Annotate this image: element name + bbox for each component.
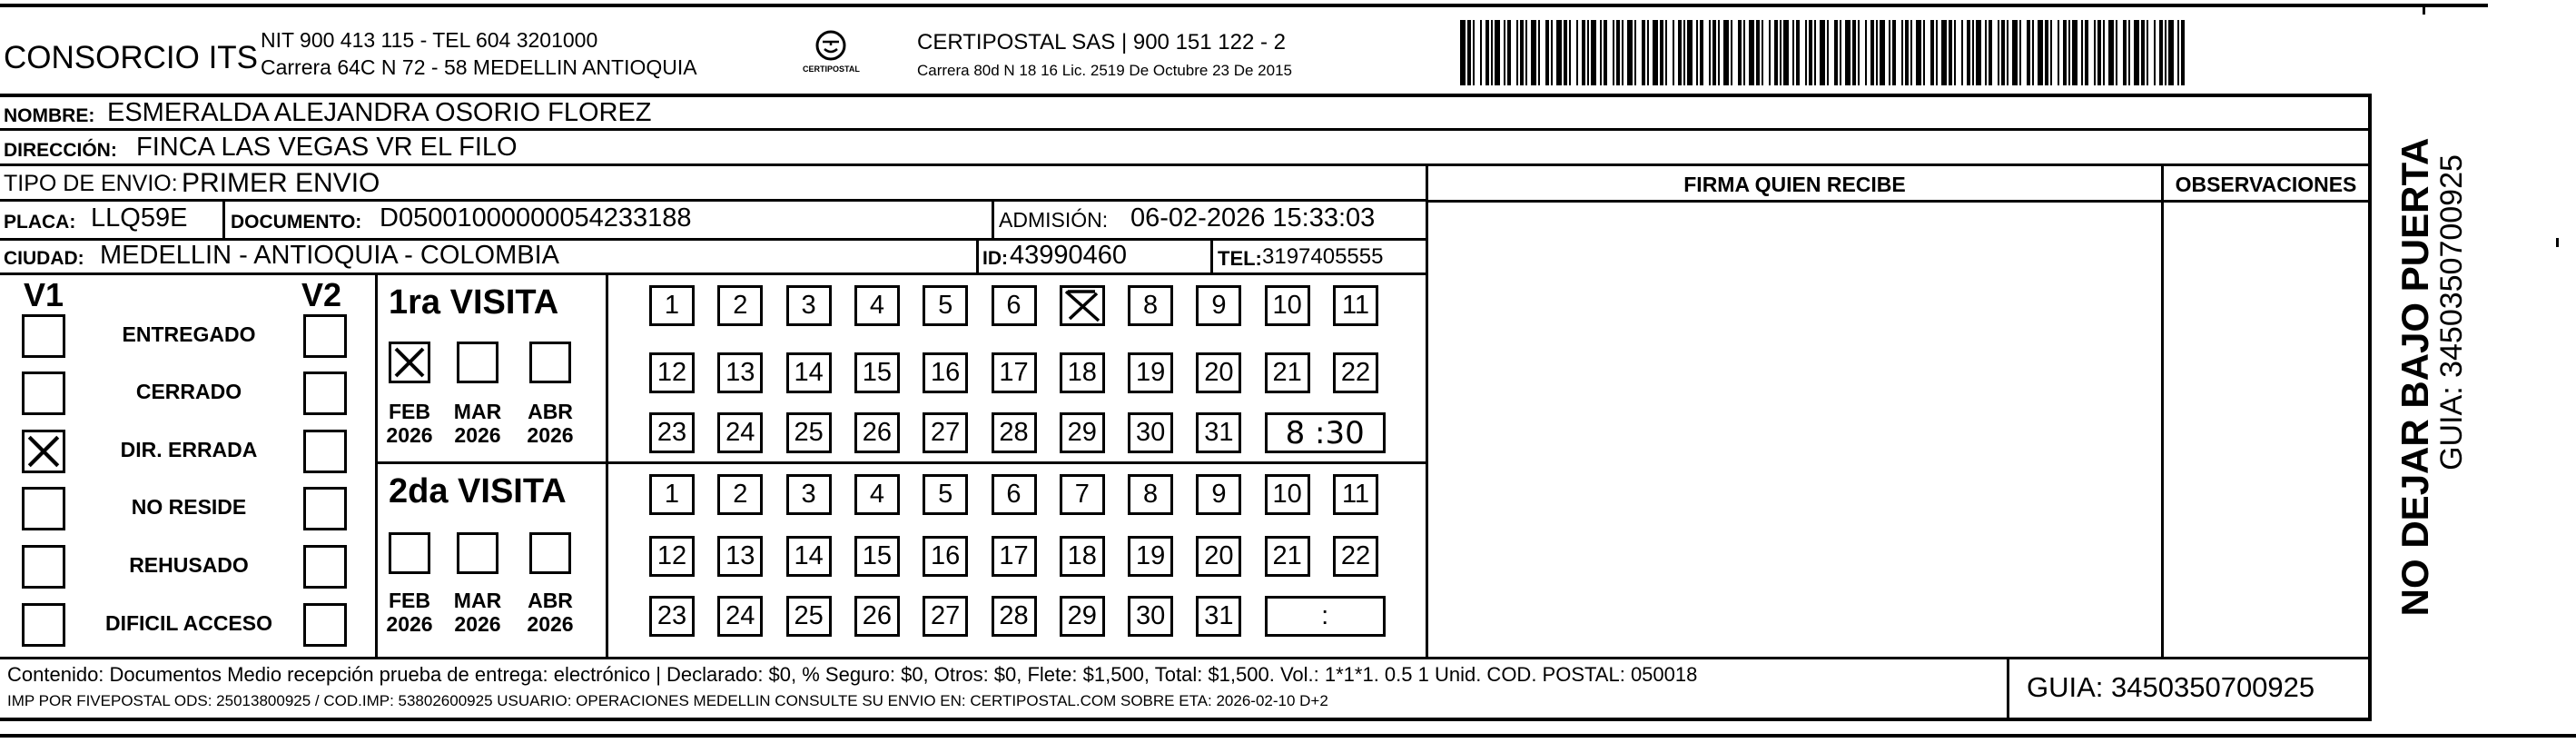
day-cell[interactable]: 2	[717, 285, 763, 326]
barcode-bar	[1780, 20, 1781, 85]
day-cell[interactable]: 9	[1196, 285, 1241, 326]
status-v2-checkbox[interactable]	[303, 545, 347, 589]
barcode-bar	[1531, 20, 1536, 85]
barcode-bar	[1683, 20, 1685, 85]
month-label: MAR 2026	[453, 400, 502, 448]
barcode-bar	[2141, 20, 2145, 85]
company-address: Carrera 64C N 72 - 58 MEDELLIN ANTIOQUIA	[261, 55, 697, 79]
barcode-bar	[1591, 20, 1596, 85]
x-mark-icon	[1062, 288, 1102, 324]
barcode-bar	[2159, 20, 2163, 85]
day-cell[interactable]: 9	[1196, 474, 1241, 515]
row-line	[0, 657, 2372, 659]
col-divider	[976, 238, 979, 274]
col-divider	[222, 199, 225, 239]
first-visit-title: 1ra VISITA	[389, 283, 559, 322]
barcode-bar	[1653, 20, 1658, 85]
x-mark-icon	[25, 432, 63, 471]
status-v1-checkbox[interactable]	[22, 372, 65, 415]
day-cell[interactable]: 7	[1060, 474, 1105, 515]
barcode-bar	[2007, 20, 2008, 85]
day-cell[interactable]: 21	[1265, 352, 1310, 393]
barcode-bar	[1473, 20, 1475, 85]
barcode-bar	[1989, 20, 1992, 85]
col-divider	[606, 272, 608, 658]
barcode-bar	[1834, 20, 1838, 85]
day-cell[interactable]: 30	[1128, 412, 1173, 453]
status-label: REHUSADO	[129, 553, 249, 577]
logo-text: CERTIPOSTAL	[803, 64, 860, 74]
barcode-bar	[2154, 20, 2156, 85]
day-cell[interactable]: 26	[854, 596, 900, 637]
right-columns-header-line	[1426, 200, 2372, 203]
day-cell[interactable]: 1	[649, 285, 695, 326]
status-v2-checkbox[interactable]	[303, 372, 347, 415]
barcode-bar	[1485, 20, 1489, 85]
tipo-label: TIPO DE ENVIO:	[4, 171, 178, 196]
day-cell[interactable]: 28	[992, 596, 1037, 637]
second-visit-title: 2da VISITA	[389, 472, 567, 510]
barcode-bar	[1976, 20, 1981, 85]
barcode-bar	[1998, 20, 1999, 85]
barcode-bar	[2001, 20, 2005, 85]
status-v2-checkbox[interactable]	[303, 603, 347, 647]
barcode-bar	[2128, 20, 2130, 85]
barcode-bar	[2068, 20, 2070, 85]
barcode-bar	[2063, 20, 2067, 85]
barcode-bar	[1627, 20, 1633, 85]
barcode-bar	[1910, 20, 1912, 85]
x-mark-icon	[391, 344, 428, 381]
barcode-bar	[2072, 20, 2078, 85]
barcode-bar	[2085, 20, 2088, 85]
footer-print-info: IMP POR FIVEPOSTAL ODS: 25013800925 / COD.IMP: 53802600925 USUARIO: OPERACIONES MEDELLIN CONSULTE SU ENVIO EN: CERTIPOSTAL.COM SOBRE ETA: 2026-02-10 D+2	[7, 692, 1328, 709]
barcode-bar	[1507, 20, 1511, 85]
direccion-value: FINCA LAS VEGAS VR EL FILO	[136, 133, 518, 162]
barcode-bar	[1949, 20, 1952, 85]
barcode-bar	[1967, 20, 1970, 85]
barcode-bar	[1769, 20, 1771, 85]
barcode-bar	[1665, 20, 1667, 85]
day-cell[interactable]: 10	[1265, 474, 1310, 515]
barcode-bar	[1622, 20, 1624, 85]
status-v2-checkbox[interactable]	[303, 314, 347, 358]
day-cell[interactable]: 4	[854, 285, 900, 326]
day-cell[interactable]: 17	[992, 352, 1037, 393]
barcode-bar	[1467, 20, 1471, 85]
day-cell[interactable]: 29	[1060, 412, 1105, 453]
month-label: MAR 2026	[453, 589, 502, 637]
day-cell[interactable]: 10	[1265, 285, 1310, 326]
barcode-bar	[1805, 20, 1807, 85]
sheet-right-edge	[2423, 4, 2425, 15]
barcode-bar	[1660, 20, 1663, 85]
month-checkbox[interactable]	[389, 342, 430, 383]
barcode-bar	[1634, 20, 1636, 85]
row-line	[0, 128, 2372, 131]
barcode-bar	[1901, 20, 1903, 85]
barcode-bar	[1504, 20, 1505, 85]
barcode-bar	[1845, 20, 1851, 85]
barcode-bar	[1678, 20, 1682, 85]
barcode-bar	[1712, 20, 1716, 85]
day-cell[interactable]: 18	[1060, 352, 1105, 393]
day-cell[interactable]: 15	[854, 352, 900, 393]
barcode-bar	[1545, 20, 1549, 85]
day-cell[interactable]: 18	[1060, 536, 1105, 577]
barcode-bar	[1972, 20, 1974, 85]
observaciones-header: OBSERVACIONES	[2175, 173, 2357, 196]
barcode-bar	[1796, 20, 1800, 85]
barcode-bar	[1491, 20, 1493, 85]
tel-label: TEL:	[1218, 247, 1262, 270]
time-box[interactable]: 8 :30	[1265, 412, 1386, 453]
month-checkbox[interactable]	[529, 532, 571, 574]
day-cell[interactable]: 16	[923, 536, 968, 577]
barcode-bar	[1930, 20, 1934, 85]
barcode-bar	[1762, 20, 1763, 85]
day-cell[interactable]: 31	[1196, 412, 1241, 453]
day-cell[interactable]: 27	[923, 596, 968, 637]
day-cell[interactable]: 2	[717, 474, 763, 515]
day-cell[interactable]: 12	[649, 352, 695, 393]
day-cell[interactable]: 6	[992, 474, 1037, 515]
barcode-bar	[1520, 20, 1524, 85]
month-checkbox[interactable]	[457, 342, 498, 383]
barcode-bar	[1613, 20, 1614, 85]
day-cell[interactable]: 11	[1333, 474, 1378, 515]
day-cell[interactable]: 4	[854, 474, 900, 515]
v2-label: V2	[301, 276, 342, 313]
placa-label: PLACA:	[4, 212, 76, 233]
day-cell[interactable]: 13	[717, 536, 763, 577]
col-divider	[992, 199, 994, 239]
day-cell[interactable]: 15	[854, 536, 900, 577]
barcode-bar	[1820, 20, 1825, 85]
barcode-bar	[1814, 20, 1816, 85]
id-value: 43990460	[1010, 241, 1128, 270]
day-cell[interactable]: 23	[649, 596, 695, 637]
barcode-bar	[2027, 20, 2030, 85]
barcode-bar	[1525, 20, 1527, 85]
day-cell[interactable]: 14	[786, 536, 832, 577]
barcode-bar	[1923, 20, 1925, 85]
barcode-bar	[2038, 20, 2043, 85]
barcode-bar	[2108, 20, 2114, 85]
status-v2-checkbox[interactable]	[303, 487, 347, 530]
barcode-bar	[1783, 20, 1789, 85]
barcode-bar	[1516, 20, 1518, 85]
carrier-address: Carrera 80d N 18 16 Lic. 2519 De Octubre 23 De 2015	[917, 62, 1292, 79]
barcode-bar	[1809, 20, 1812, 85]
barcode-bar	[1936, 20, 1938, 85]
barcode-bar	[2147, 20, 2148, 85]
barcode-bar	[2058, 20, 2059, 85]
day-cell[interactable]: 1	[649, 474, 695, 515]
barcode-bar	[2012, 20, 2018, 85]
barcode-bar	[2134, 20, 2139, 85]
visit-divider	[375, 461, 1428, 464]
barcode-bar	[1723, 20, 1729, 85]
day-cell[interactable]: 5	[923, 285, 968, 326]
row-line	[0, 272, 1428, 275]
barcode-bar	[1647, 20, 1649, 85]
col-divider	[375, 272, 378, 658]
barcode-bar	[1576, 20, 1578, 85]
barcode-bar	[1827, 20, 1829, 85]
day-cell[interactable]: 17	[992, 536, 1037, 577]
col-divider	[2007, 657, 2009, 720]
day-cell[interactable]: 26	[854, 412, 900, 453]
barcode-bar	[1792, 20, 1794, 85]
nombre-value: ESMERALDA ALEJANDRA OSORIO FLOREZ	[107, 98, 652, 127]
barcode-bar	[1696, 20, 1698, 85]
day-cell[interactable]: 11	[1333, 285, 1378, 326]
status-label: DIR. ERRADA	[120, 438, 258, 461]
month-checkbox[interactable]	[457, 532, 498, 574]
side-guia: GUIA: 3450350700925	[2434, 154, 2469, 471]
barcode-bar	[2019, 20, 2021, 85]
day-cell[interactable]: 5	[923, 474, 968, 515]
barcode-bar	[1738, 20, 1742, 85]
month-label: ABR 2026	[527, 589, 574, 637]
carrier-name: CERTIPOSTAL SAS | 900 151 122 - 2	[917, 30, 1286, 54]
barcode-bar	[1551, 20, 1553, 85]
day-cell[interactable]: 3	[786, 285, 832, 326]
barcode-bar	[1460, 20, 1466, 85]
day-cell[interactable]: 29	[1060, 596, 1105, 637]
day-cell[interactable]: 23	[649, 412, 695, 453]
month-label: FEB 2026	[386, 589, 433, 637]
barcode-bar	[1870, 20, 1874, 85]
month-checkbox[interactable]	[389, 532, 430, 574]
status-v1-checkbox[interactable]	[22, 545, 65, 589]
barcode-bar	[2116, 20, 2117, 85]
day-cell[interactable]: 20	[1196, 352, 1241, 393]
barcode-bar	[1985, 20, 1987, 85]
barcode-bar	[1709, 20, 1711, 85]
barcode-bar	[1700, 20, 1703, 85]
day-cell[interactable]: 25	[786, 412, 832, 453]
company-name: CONSORCIO ITS	[4, 40, 259, 75]
status-v2-checkbox[interactable]	[303, 430, 347, 473]
barcode-bar	[1954, 20, 1956, 85]
side-warning: NO DEJAR BAJO PUERTA	[2393, 137, 2436, 617]
barcode-bar	[1582, 20, 1585, 85]
status-label: ENTREGADO	[122, 322, 256, 346]
documento-label: DOCUMENTO:	[231, 212, 362, 233]
barcode-bar	[1569, 20, 1571, 85]
day-cell[interactable]: 8	[1128, 474, 1173, 515]
barcode-bar	[2094, 20, 2096, 85]
day-cell[interactable]: 3	[786, 474, 832, 515]
barcode-bar	[1587, 20, 1589, 85]
day-cell[interactable]: 13	[717, 352, 763, 393]
col-divider	[1210, 238, 1213, 274]
barcode-bar	[2168, 20, 2174, 85]
barcode-bar	[1756, 20, 1760, 85]
barcode-bar	[1480, 20, 1482, 85]
status-v1-checkbox[interactable]	[22, 603, 65, 647]
barcode-bar	[1604, 20, 1607, 85]
right-columns-top	[1426, 163, 2372, 166]
barcode-bar	[1495, 20, 1500, 85]
col-divider	[2161, 163, 2164, 659]
barcode-bar	[1961, 20, 1963, 85]
footer-guia: GUIA: 3450350700925	[2027, 671, 2315, 703]
month-label: ABR 2026	[527, 400, 574, 448]
v1-label: V1	[24, 276, 64, 313]
col-divider	[1426, 163, 1428, 659]
barcode-bar	[2181, 20, 2185, 85]
barcode-bar	[2177, 20, 2179, 85]
barcode-bar	[1865, 20, 1867, 85]
barcode-bar	[2097, 20, 2101, 85]
barcode-bar	[1852, 20, 1856, 85]
footer-content: Contenido: Documentos Medio recepción prueba de entrega: electrónico | Declarado: $0, % Seguro: $0, Otros: $0, Flete: $1,500, Total: $1,500. Vol.: 1*1*1. 0.5 1 Unid. COD. POSTAL: 050018	[7, 663, 1698, 686]
barcode-bar	[2081, 20, 2083, 85]
nombre-label: NOMBRE:	[4, 105, 95, 126]
form-right-border	[2368, 94, 2372, 720]
id-label: ID:	[982, 248, 1008, 269]
day-cell[interactable]: 31	[1196, 596, 1241, 637]
barcode-bar	[1642, 20, 1645, 85]
barcode-bar	[1731, 20, 1732, 85]
barcode-bar	[1718, 20, 1720, 85]
barcode-bar	[1941, 20, 1947, 85]
barcode-bar	[1743, 20, 1745, 85]
documento-value: D05001000000054233188	[380, 203, 692, 233]
day-cell[interactable]: 14	[786, 352, 832, 393]
day-cell[interactable]: 6	[992, 285, 1037, 326]
day-cell[interactable]: 19	[1128, 352, 1173, 393]
barcode-bar	[1774, 20, 1778, 85]
admision-value: 06-02-2026 15:33:03	[1130, 203, 1376, 233]
placa-value: LLQ59E	[91, 203, 188, 233]
month-checkbox[interactable]	[529, 342, 571, 383]
barcode-bar	[1916, 20, 1921, 85]
barcode-bar	[1858, 20, 1860, 85]
day-cell[interactable]: 20	[1196, 536, 1241, 577]
barcode-bar	[2050, 20, 2052, 85]
barcode	[1460, 20, 2190, 85]
status-v1-checkbox[interactable]	[22, 487, 65, 530]
firma-header: FIRMA QUIEN RECIBE	[1683, 173, 1906, 196]
status-v1-checkbox[interactable]	[22, 430, 65, 473]
ciudad-value: MEDELLIN - ANTIOQUIA - COLOMBIA	[100, 241, 559, 270]
month-label: FEB 2026	[386, 400, 433, 448]
status-v1-checkbox[interactable]	[22, 314, 65, 358]
form-bottom-border	[0, 718, 2372, 721]
barcode-bar	[1673, 20, 1674, 85]
barcode-bar	[1905, 20, 1909, 85]
time-box[interactable]: :	[1265, 596, 1386, 637]
day-cell[interactable]: 19	[1128, 536, 1173, 577]
status-label: NO RESIDE	[131, 495, 247, 519]
barcode-bar	[1600, 20, 1602, 85]
barcode-bar	[1564, 20, 1567, 85]
day-cell[interactable]: 16	[923, 352, 968, 393]
barcode-bar	[1880, 20, 1885, 85]
admision-label: ADMISIÓN:	[999, 208, 1109, 232]
barcode-bar	[1556, 20, 1562, 85]
barcode-bar	[2045, 20, 2048, 85]
day-cell[interactable]: 12	[649, 536, 695, 577]
tel-value: 3197405555	[1262, 244, 1384, 269]
barcode-bar	[1616, 20, 1620, 85]
barcode-bar	[1749, 20, 1754, 85]
day-cell[interactable]: 24	[717, 596, 763, 637]
direccion-label: DIRECCIÓN:	[4, 140, 117, 161]
status-label: DIFICIL ACCESO	[104, 611, 272, 635]
certipostal-logo	[799, 29, 863, 84]
barcode-bar	[2165, 20, 2166, 85]
tipo-value: PRIMER ENVIO	[182, 168, 380, 198]
company-nit: NIT 900 413 115 - TEL 604 3201000	[261, 28, 598, 52]
day-cell[interactable]: 30	[1128, 596, 1173, 637]
day-cell[interactable]: 8	[1128, 285, 1173, 326]
day-cell[interactable]: 24	[717, 412, 763, 453]
barcode-bar	[1889, 20, 1890, 85]
top-border	[0, 4, 2488, 7]
barcode-bar	[2123, 20, 2127, 85]
edge-mark	[2556, 238, 2559, 247]
ciudad-label: CIUDAD:	[4, 248, 84, 269]
barcode-bar	[1876, 20, 1878, 85]
barcode-bar	[2103, 20, 2105, 85]
barcode-bar	[1840, 20, 1841, 85]
row-line	[0, 199, 1428, 202]
sheet-bottom-edge	[0, 734, 2576, 738]
status-label: CERRADO	[135, 380, 242, 403]
day-cell[interactable]: 27	[923, 412, 968, 453]
day-cell[interactable]: 28	[992, 412, 1037, 453]
barcode-bar	[2032, 20, 2034, 85]
header-bottom-line	[0, 94, 2370, 97]
day-cell[interactable]: 22	[1333, 536, 1378, 577]
certipostal-logo-icon	[799, 29, 863, 65]
day-cell[interactable]: 21	[1265, 536, 1310, 577]
barcode-bar	[1538, 20, 1540, 85]
barcode-bar	[1687, 20, 1693, 85]
barcode-bar	[1892, 20, 1896, 85]
day-cell[interactable]	[1060, 285, 1105, 326]
day-cell[interactable]: 22	[1333, 352, 1378, 393]
day-cell[interactable]: 25	[786, 596, 832, 637]
